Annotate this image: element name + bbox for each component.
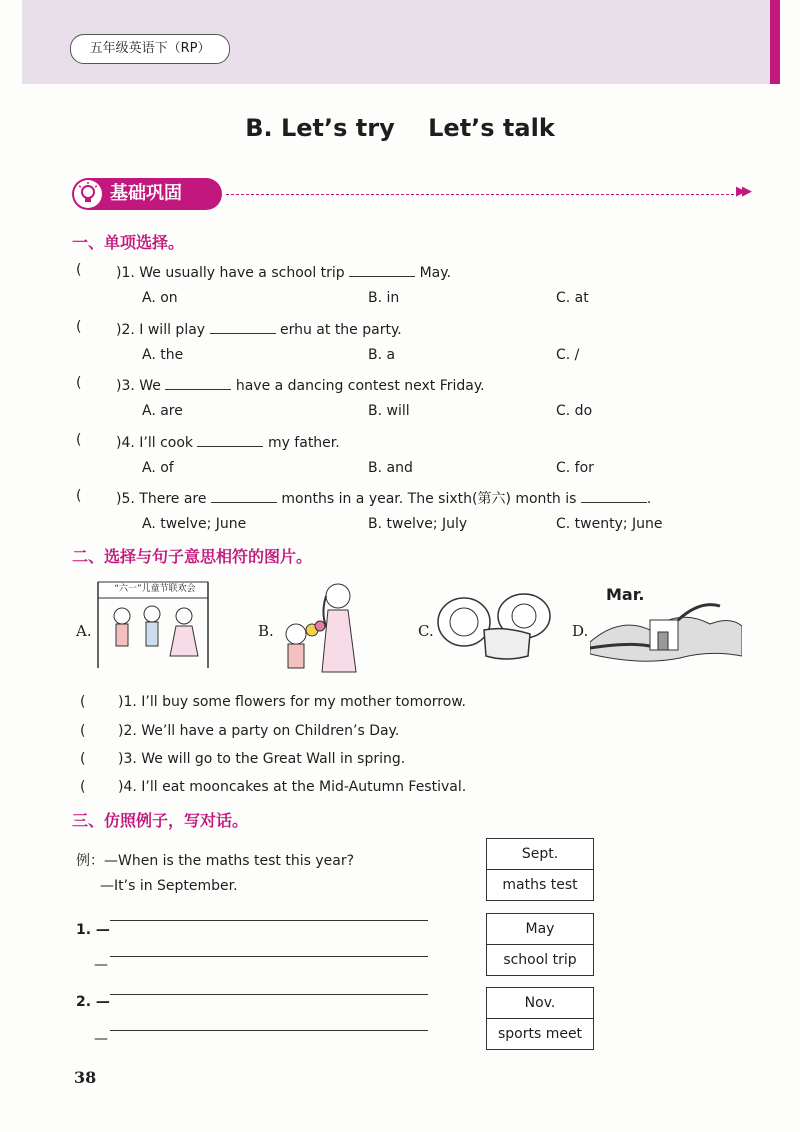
answer-blank[interactable] bbox=[211, 488, 277, 503]
item-2-number: 2. — bbox=[76, 994, 110, 1010]
answer-paren[interactable]: ( bbox=[76, 319, 82, 335]
sentence-1: )1. I’ll buy some flowers for my mother tomorrow. bbox=[118, 694, 466, 710]
image-b-label: B. bbox=[258, 622, 274, 640]
answer-line[interactable] bbox=[110, 956, 428, 957]
option-a[interactable]: A. the bbox=[142, 347, 184, 363]
answer-paren[interactable]: ( bbox=[80, 723, 86, 739]
answer-blank[interactable] bbox=[581, 488, 647, 503]
example-answer: —It’s in September. bbox=[100, 878, 238, 894]
item-1-dash: — bbox=[94, 957, 108, 973]
answer-line[interactable] bbox=[110, 1030, 428, 1031]
great-wall-icon bbox=[590, 596, 742, 668]
option-b[interactable]: B. and bbox=[368, 460, 413, 476]
answer-paren[interactable]: ( bbox=[76, 488, 82, 504]
option-b[interactable]: B. a bbox=[368, 347, 396, 363]
option-a[interactable]: A. are bbox=[142, 403, 183, 419]
answer-paren[interactable]: ( bbox=[76, 432, 82, 448]
option-b[interactable]: B. twelve; July bbox=[368, 516, 468, 532]
answer-paren[interactable]: ( bbox=[76, 262, 82, 278]
box-month: May bbox=[487, 914, 593, 945]
banner-text: “六一”儿童节联欢会 bbox=[114, 584, 196, 594]
header-wave bbox=[22, 62, 778, 92]
answer-blank[interactable] bbox=[197, 432, 263, 447]
part3-heading: 三、仿照例子，写对话。 bbox=[72, 811, 249, 830]
item-2-dash: — bbox=[94, 1031, 108, 1047]
example-question: 例：—When is the maths test this year? bbox=[76, 853, 355, 869]
option-b[interactable]: B. in bbox=[368, 290, 400, 306]
box-event: school trip bbox=[503, 952, 577, 968]
book-tag: 五年级英语下（RP） bbox=[70, 34, 230, 64]
answer-line[interactable] bbox=[110, 994, 428, 995]
option-c[interactable]: C. do bbox=[556, 403, 593, 419]
answer-paren[interactable]: ( bbox=[80, 694, 86, 710]
box-event: sports meet bbox=[497, 1026, 583, 1042]
info-box-1 bbox=[486, 838, 594, 901]
option-c[interactable]: C. / bbox=[556, 347, 580, 363]
part1-heading: 一、单项选择。 bbox=[72, 233, 185, 252]
option-a[interactable]: A. on bbox=[142, 290, 178, 306]
girl-gives-flowers-icon bbox=[276, 576, 372, 676]
info-box-3 bbox=[486, 987, 594, 1050]
section-divider bbox=[226, 194, 734, 195]
part2-heading: 二、选择与句子意思相符的图片。 bbox=[72, 547, 313, 566]
image-d-label: D. bbox=[572, 622, 589, 640]
option-b[interactable]: B. will bbox=[368, 403, 410, 419]
image-d-caption: Mar. bbox=[606, 585, 645, 604]
box-month: Sept. bbox=[487, 839, 593, 870]
answer-line[interactable] bbox=[110, 920, 428, 921]
answer-paren[interactable]: ( bbox=[80, 751, 86, 767]
lightbulb-icon bbox=[74, 180, 102, 208]
answer-paren[interactable]: ( bbox=[80, 779, 86, 795]
box-month: Nov. bbox=[487, 988, 593, 1019]
image-c-label: C. bbox=[418, 622, 434, 640]
sentence-2: )2. We’ll have a party on Children’s Day. bbox=[118, 723, 400, 739]
answer-paren[interactable]: ( bbox=[76, 375, 82, 391]
info-box-2 bbox=[486, 913, 594, 976]
answer-blank[interactable] bbox=[165, 375, 231, 390]
answer-blank[interactable] bbox=[210, 319, 276, 334]
option-c[interactable]: C. at bbox=[556, 290, 589, 306]
section-head bbox=[72, 178, 222, 210]
double-arrow-icon: ▶▶ bbox=[736, 184, 748, 199]
answer-blank[interactable] bbox=[349, 262, 415, 277]
image-a-label: A. bbox=[76, 622, 92, 640]
page-title: B. Let’s try Let’s talk bbox=[245, 114, 555, 142]
item-1-number: 1. — bbox=[76, 922, 110, 938]
section-head-label: 基础巩固 bbox=[110, 183, 182, 204]
box-event: maths test bbox=[502, 877, 578, 893]
sentence-4: )4. I’ll eat mooncakes at the Mid-Autumn Festival. bbox=[118, 779, 467, 795]
page-number: 38 bbox=[74, 1068, 97, 1087]
option-c[interactable]: C. twenty; June bbox=[556, 516, 663, 532]
option-a[interactable]: A. of bbox=[142, 460, 174, 476]
sentence-3: )3. We will go to the Great Wall in spring. bbox=[118, 751, 406, 767]
option-a[interactable]: A. twelve; June bbox=[142, 516, 247, 532]
option-c[interactable]: C. for bbox=[556, 460, 594, 476]
side-tab bbox=[770, 0, 780, 84]
mooncakes-icon bbox=[434, 590, 554, 664]
